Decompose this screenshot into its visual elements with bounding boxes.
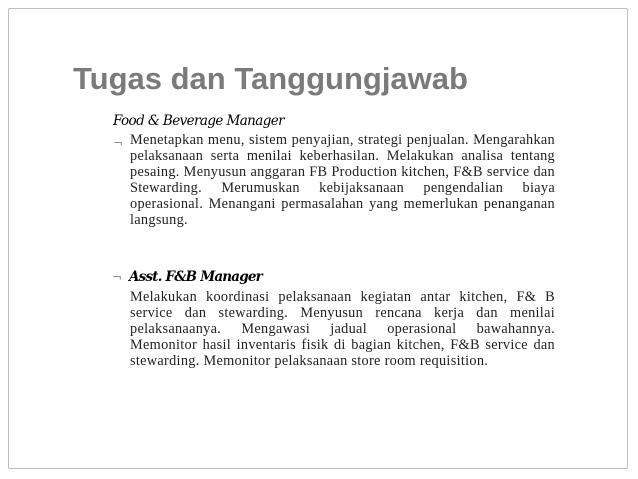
- asst-fb-manager-duties: Melakukan koordinasi pelaksanaan kegiatan antar kitchen, F& B service dan stewarding. Menyusun rencana kerja dan menilai pelaksanaanya. Mengawasi jadual operasional bawahannya. Memonitor hasil inventaris fisik di bagian kitchen, F&B service dan stewarding. Memonitor pelaksanaan store room requisition.: [130, 289, 555, 369]
- fb-manager-duties: Menetapkan menu, sistem penyajian, strategi penjualan. Mengarahkan pelaksanaan serta menilai keberhasilan. Melakukan analisa tentang pesaing. Menyusun anggaran FB Production kitchen, F&B service dan Stewarding. Merumuskan kebijaksanaan pengendalian biaya operasional. Menangani permasalahan yang memerlukan penanganan langsung.: [130, 132, 555, 228]
- role-heading-asst-fb-manager: Asst. F&B Manager: [129, 269, 262, 285]
- role-heading-fb-manager: Food & Beverage Manager: [113, 113, 284, 129]
- bullet-icon: ¬: [113, 136, 124, 150]
- bullet-icon: ¬: [112, 270, 123, 284]
- slide-title: Tugas dan Tanggungjawab: [73, 61, 468, 96]
- slide: [8, 8, 628, 469]
